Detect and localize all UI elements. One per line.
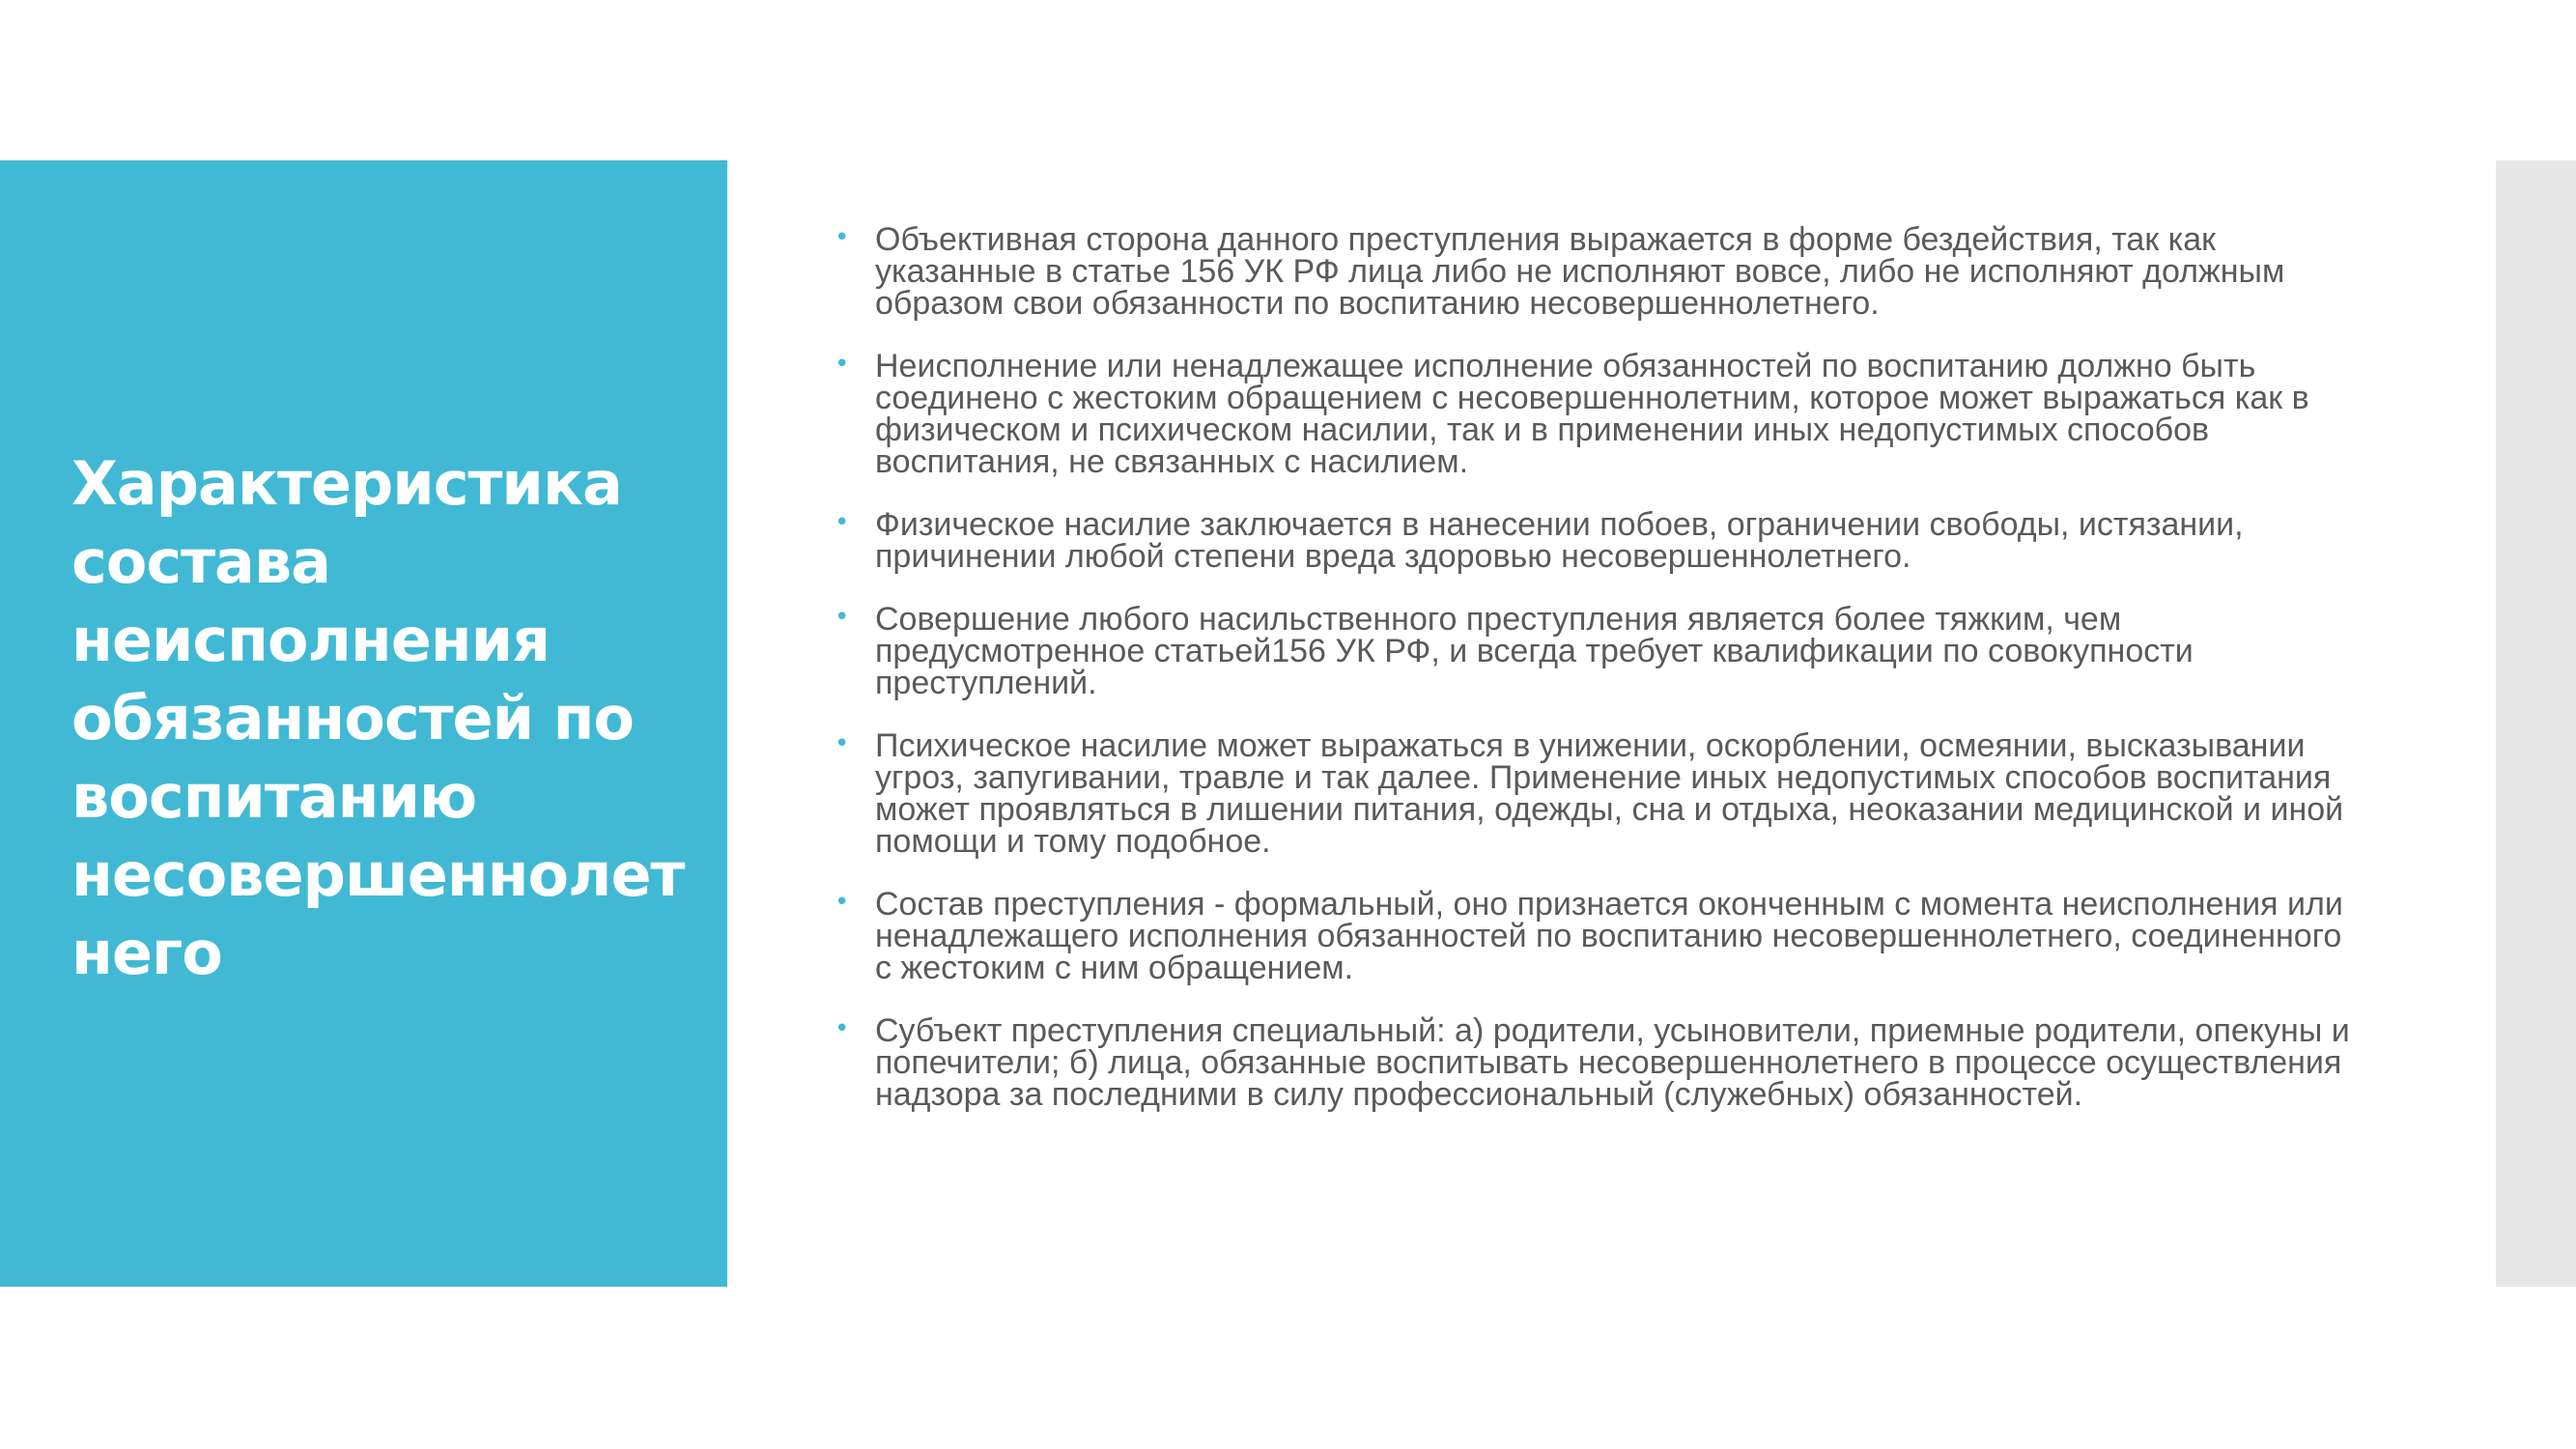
bullet-text: Объективная сторона данного преступления выражается в форме бездействия, так как указанные в статье 156 УК РФ лица либо не исполняют вовсе, либо не исполняют должным образом свои обязанности по воспитанию несовершеннолетнего. — [875, 221, 2285, 322]
bullet-icon: • — [835, 508, 850, 537]
bullet-text: Субъект преступления специальный: а) родители, усыновители, приемные родители, опекуны и попечители; б) лица, обязанные воспитывать несовершеннолетнего в процессе осуществления надзора за последними в силу профессиональный (служебных) обязанностей. — [875, 1012, 2350, 1113]
bullet-icon: • — [835, 350, 850, 379]
bullet-icon: • — [835, 888, 850, 917]
bullet-item — [829, 601, 2360, 701]
bullet-item — [829, 506, 2360, 575]
bullet-text: Совершение любого насильственного преступления является более тяжким, чем предусмотренное статьей156 УК РФ, и всегда требует квалификации по совокупности преступлений. — [875, 601, 2194, 701]
bullet-icon: • — [835, 223, 850, 252]
bullet-icon: • — [835, 729, 850, 758]
bullet-icon: • — [835, 1014, 850, 1043]
bullet-text: Состав преступления - формальный, оно признается оконченным с момента неисполнения или ненадлежащего исполнения обязанностей по воспитанию несовершеннолетнего, соединенного с жестоким с ним обращением. — [875, 886, 2343, 986]
bullet-item — [829, 348, 2360, 480]
bullet-item — [829, 727, 2360, 860]
bullet-text: Неисполнение или ненадлежащее исполнение обязанностей по воспитанию должно быть соединено с жестоким обращением с несовершеннолетним, которое может выражаться как в физическом и психическом насилии, так и в применении иных недопустимых способов воспитания, не связанных с насилием. — [875, 348, 2309, 480]
right-side-strip — [2496, 160, 2576, 1287]
bullet-item — [829, 1012, 2360, 1113]
bullet-text: Физическое насилие заключается в нанесении побоев, ограничении свободы, истязании, причинении любой степени вреда здоровью несовершеннолетнего. — [875, 506, 2244, 575]
bullet-list — [829, 221, 2360, 1142]
bullet-item — [829, 886, 2360, 986]
bullet-icon: • — [835, 603, 850, 632]
bullet-text: Психическое насилие может выражаться в унижении, оскорблении, осмеянии, высказывании угроз, запугивании, травле и так далее. Применение иных недопустимых способов воспитания может проявляться в лишении питания, одежды, сна и отдыха, неоказании медицинской и иной помощи и тому подобное. — [875, 727, 2344, 860]
bullet-item — [829, 221, 2360, 322]
slide-title: Характеристика состава неисполнения обязанностей по воспитанию несовершеннолетнего — [71, 448, 685, 988]
